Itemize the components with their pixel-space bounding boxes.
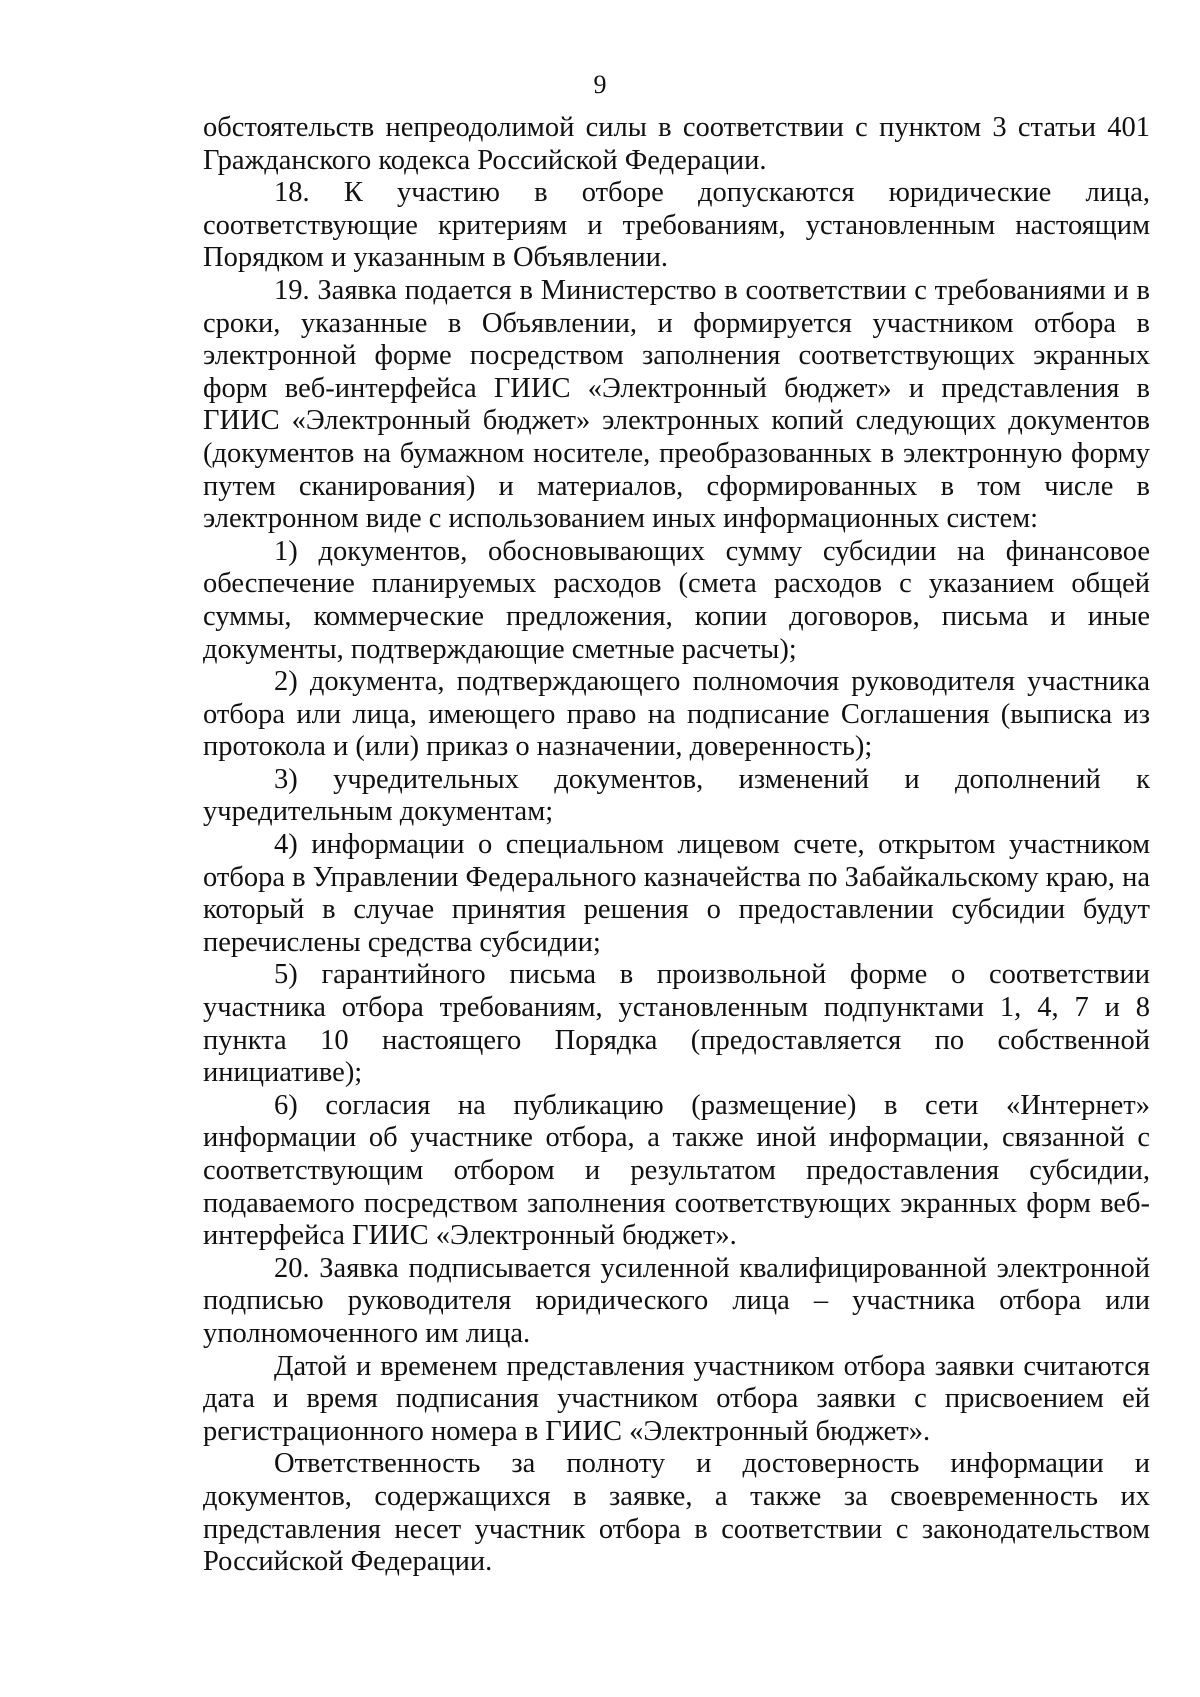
subitem-6: 6) согласия на публикацию (размещение) в сети «Интернет» информации об участнике отбора, а также иной информации, связанной с соответствующим отбором и результатом предоставления субсидии, подаваемого посредством заполнения соответствующих экранных форм веб-интерфейса ГИИС «Электронный бюджет». xyxy=(203,1089,1150,1252)
paragraph-item-20: 20. Заявка подписывается усиленной квалифицированной электронной подписью руководителя юридического лица – участника отбора или уполномоченного им лица. xyxy=(203,1252,1150,1349)
paragraph-item-18: 18. К участию в отборе допускаются юридические лица, соответствующие критериям и требованиям, установленным настоящим Порядком и указанным в Объявлении. xyxy=(203,177,1150,274)
paragraph-continuation: обстоятельств непреодолимой силы в соответствии с пунктом 3 статьи 401 Гражданского кодекса Российской Федерации. xyxy=(203,112,1150,176)
paragraph-item-19: 19. Заявка подается в Министерство в соответствии с требованиями и в сроки, указанные в Объявлении, и формируется участником отбора в электронной форме посредством заполнения соответствующих экранных форм веб-интерфейса ГИИС «Электронный бюджет» и представления в ГИИС «Электронный бюджет» электронных копий следующих документов (документов на бумажном носителе, преобразованных в электронную форму путем сканирования) и материалов, сформированных в том числе в электронном виде с использованием иных информационных систем: xyxy=(203,274,1150,535)
paragraph-responsibility: Ответственность за полноту и достоверность информации и документов, содержащихся в заявке, а также за своевременность их представления несет участник отбора в соответствии с законодательством Российской Федерации. xyxy=(203,1448,1150,1578)
subitem-2: 2) документа, подтверждающего полномочия руководителя участника отбора или лица, имеющего право на подписание Соглашения (выписка из протокола и (или) приказ о назначении, доверенность); xyxy=(203,666,1150,763)
subitem-5: 5) гарантийного письма в произвольной форме о соответствии участника отбора требованиям, установленным подпунктами 1, 4, 7 и 8 пункта 10 настоящего Порядка (предоставляется по собственной инициативе); xyxy=(203,959,1150,1089)
page-number: 9 xyxy=(593,70,607,99)
subitem-1: 1) документов, обосновывающих сумму субсидии на финансовое обеспечение планируемых расходов (смета расходов с указанием общей суммы, коммерческие предложения, копии договоров, письма и иные документы, подтверждающие сметные расчеты); xyxy=(203,535,1150,665)
paragraph-submission-date: Датой и временем представления участником отбора заявки считаются дата и время подписания участником отбора заявки с присвоением ей регистрационного номера в ГИИС «Электронный бюджет». xyxy=(203,1350,1150,1447)
subitem-4: 4) информации о специальном лицевом счете, открытом участником отбора в Управлении Федерального казначейства по Забайкальскому краю, на который в случае принятия решения о предоставлении субсидии будут перечислены средства субсидии; xyxy=(203,829,1150,958)
subitem-3: 3) учредительных документов, изменений и дополнений к учредительным документам; xyxy=(203,763,1150,828)
document-body xyxy=(203,112,1150,1579)
